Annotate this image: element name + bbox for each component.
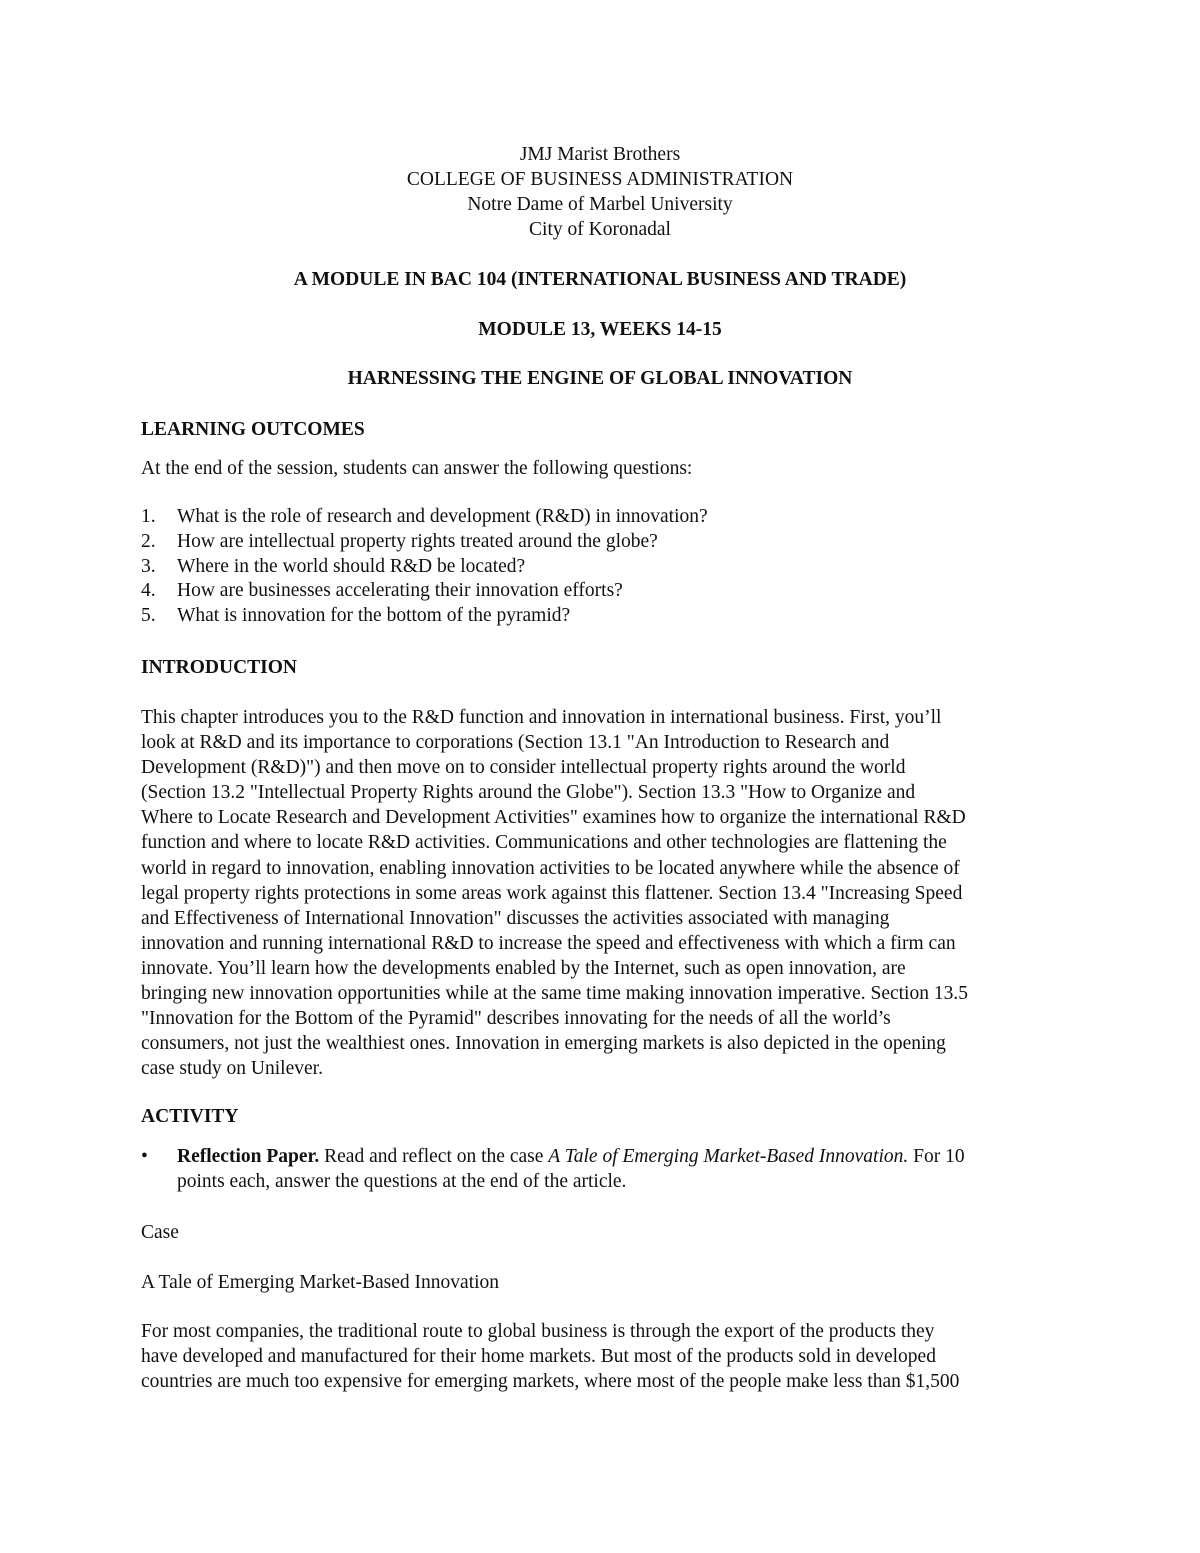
introduction-paragraph [141,705,968,1081]
learning-outcomes-heading: LEARNING OUTCOMES [141,419,365,440]
header-line-3: Notre Dame of Marbel University [467,194,733,215]
paragraph-line: (Section 13.2 "Intellectual Property Rights around the Globe"). Section 13.3 "How to Organize and [141,782,916,804]
paragraph-line: Where to Locate Research and Development Activities" examines how to organize the international R&D [141,807,966,829]
list-item-text: What is the role of research and development (R&D) in innovation? [177,506,708,527]
activity-heading: ACTIVITY [141,1106,239,1127]
list-item [141,555,708,580]
chapter-title: HARNESSING THE ENGINE OF GLOBAL INNOVATION [347,368,853,389]
paragraph-line: have developed and manufactured for their home markets. But most of the products sold in developed [141,1346,936,1368]
list-item [141,604,708,629]
activity-text-before: Read and reflect on the case [319,1146,549,1167]
activity-text-after: For 10 [908,1146,965,1167]
bullet-icon: • [141,1146,148,1167]
introduction-heading: INTRODUCTION [141,657,298,678]
institution-header [0,142,1200,242]
activity-case-title: A Tale of Emerging Market-Based Innovation. [548,1146,909,1167]
paragraph-line: consumers, not just the wealthiest ones. Innovation in emerging markets is also depicted in the opening [141,1033,946,1055]
list-item [141,505,708,530]
case-title: A Tale of Emerging Market-Based Innovation [141,1272,500,1293]
paragraph-line: This chapter introduces you to the R&D function and innovation in international business. First, you’ll [141,707,942,728]
paragraph-line: innovate. You’ll learn how the developments enabled by the Internet, such as open innovation, are [141,957,906,979]
list-item-text: How are intellectual property rights treated around the globe? [177,530,658,552]
list-item-number: 1. [141,506,156,527]
paragraph-line: legal property rights protections in some areas work against this flattener. Section 13.4 "Increasing Speed [141,882,963,904]
paragraph-line: and Effectiveness of International Innovation" discusses the activities associated with managing [141,907,890,929]
list-item-text: Where in the world should R&D be located? [177,555,526,577]
paragraph-line: function and where to locate R&D activities. Communications and other technologies are flattening the [141,832,947,854]
case-paragraph [141,1319,959,1394]
paragraph-line: For most companies, the traditional route to global business is through the export of the products they [141,1321,935,1342]
learning-outcomes-intro: At the end of the session, students can answer the following questions: [141,458,693,479]
case-label: Case [141,1222,179,1243]
module-number: MODULE 13, WEEKS 14-15 [478,319,722,340]
paragraph-line: "Innovation for the Bottom of the Pyramid" describes innovating for the needs of all the world’s [141,1008,891,1030]
paragraph-line: innovation and running international R&D to increase the speed and effectiveness with which a firm can [141,932,956,954]
list-item-text: How are businesses accelerating their innovation efforts? [177,580,623,602]
list-item-text: What is innovation for the bottom of the pyramid? [177,605,571,627]
module-title: A MODULE IN BAC 104 (INTERNATIONAL BUSINESS AND TRADE) [293,269,907,290]
activity-line-2: points each, answer the questions at the end of the article. [177,1171,627,1192]
list-item-number: 3. [141,555,156,577]
list-item-number: 2. [141,530,156,552]
list-item-number: 4. [141,580,156,602]
paragraph-line: countries are much too expensive for emerging markets, where most of the people make less than $1,500 [141,1371,960,1393]
activity-label: Reflection Paper. [177,1146,320,1167]
list-item [141,530,708,555]
paragraph-line: case study on Unilever. [141,1058,323,1080]
activity-text [177,1144,965,1194]
learning-outcomes-list [141,505,708,629]
header-line-4: City of Koronadal [529,219,671,240]
header-line-1: JMJ Marist Brothers [519,144,681,165]
paragraph-line: bringing new innovation opportunities while at the same time making innovation imperative. Section 13.5 [141,983,968,1005]
paragraph-line: Development (R&D)") and then move on to consider intellectual property rights around the world [141,757,906,779]
list-item [141,579,708,604]
paragraph-line: world in regard to innovation, enabling innovation activities to be located anywhere while the absence of [141,857,960,879]
list-item-number: 5. [141,605,156,627]
header-line-2: COLLEGE OF BUSINESS ADMINISTRATION [406,169,794,190]
paragraph-line: look at R&D and its importance to corporations (Section 13.1 "An Introduction to Research and [141,732,890,754]
